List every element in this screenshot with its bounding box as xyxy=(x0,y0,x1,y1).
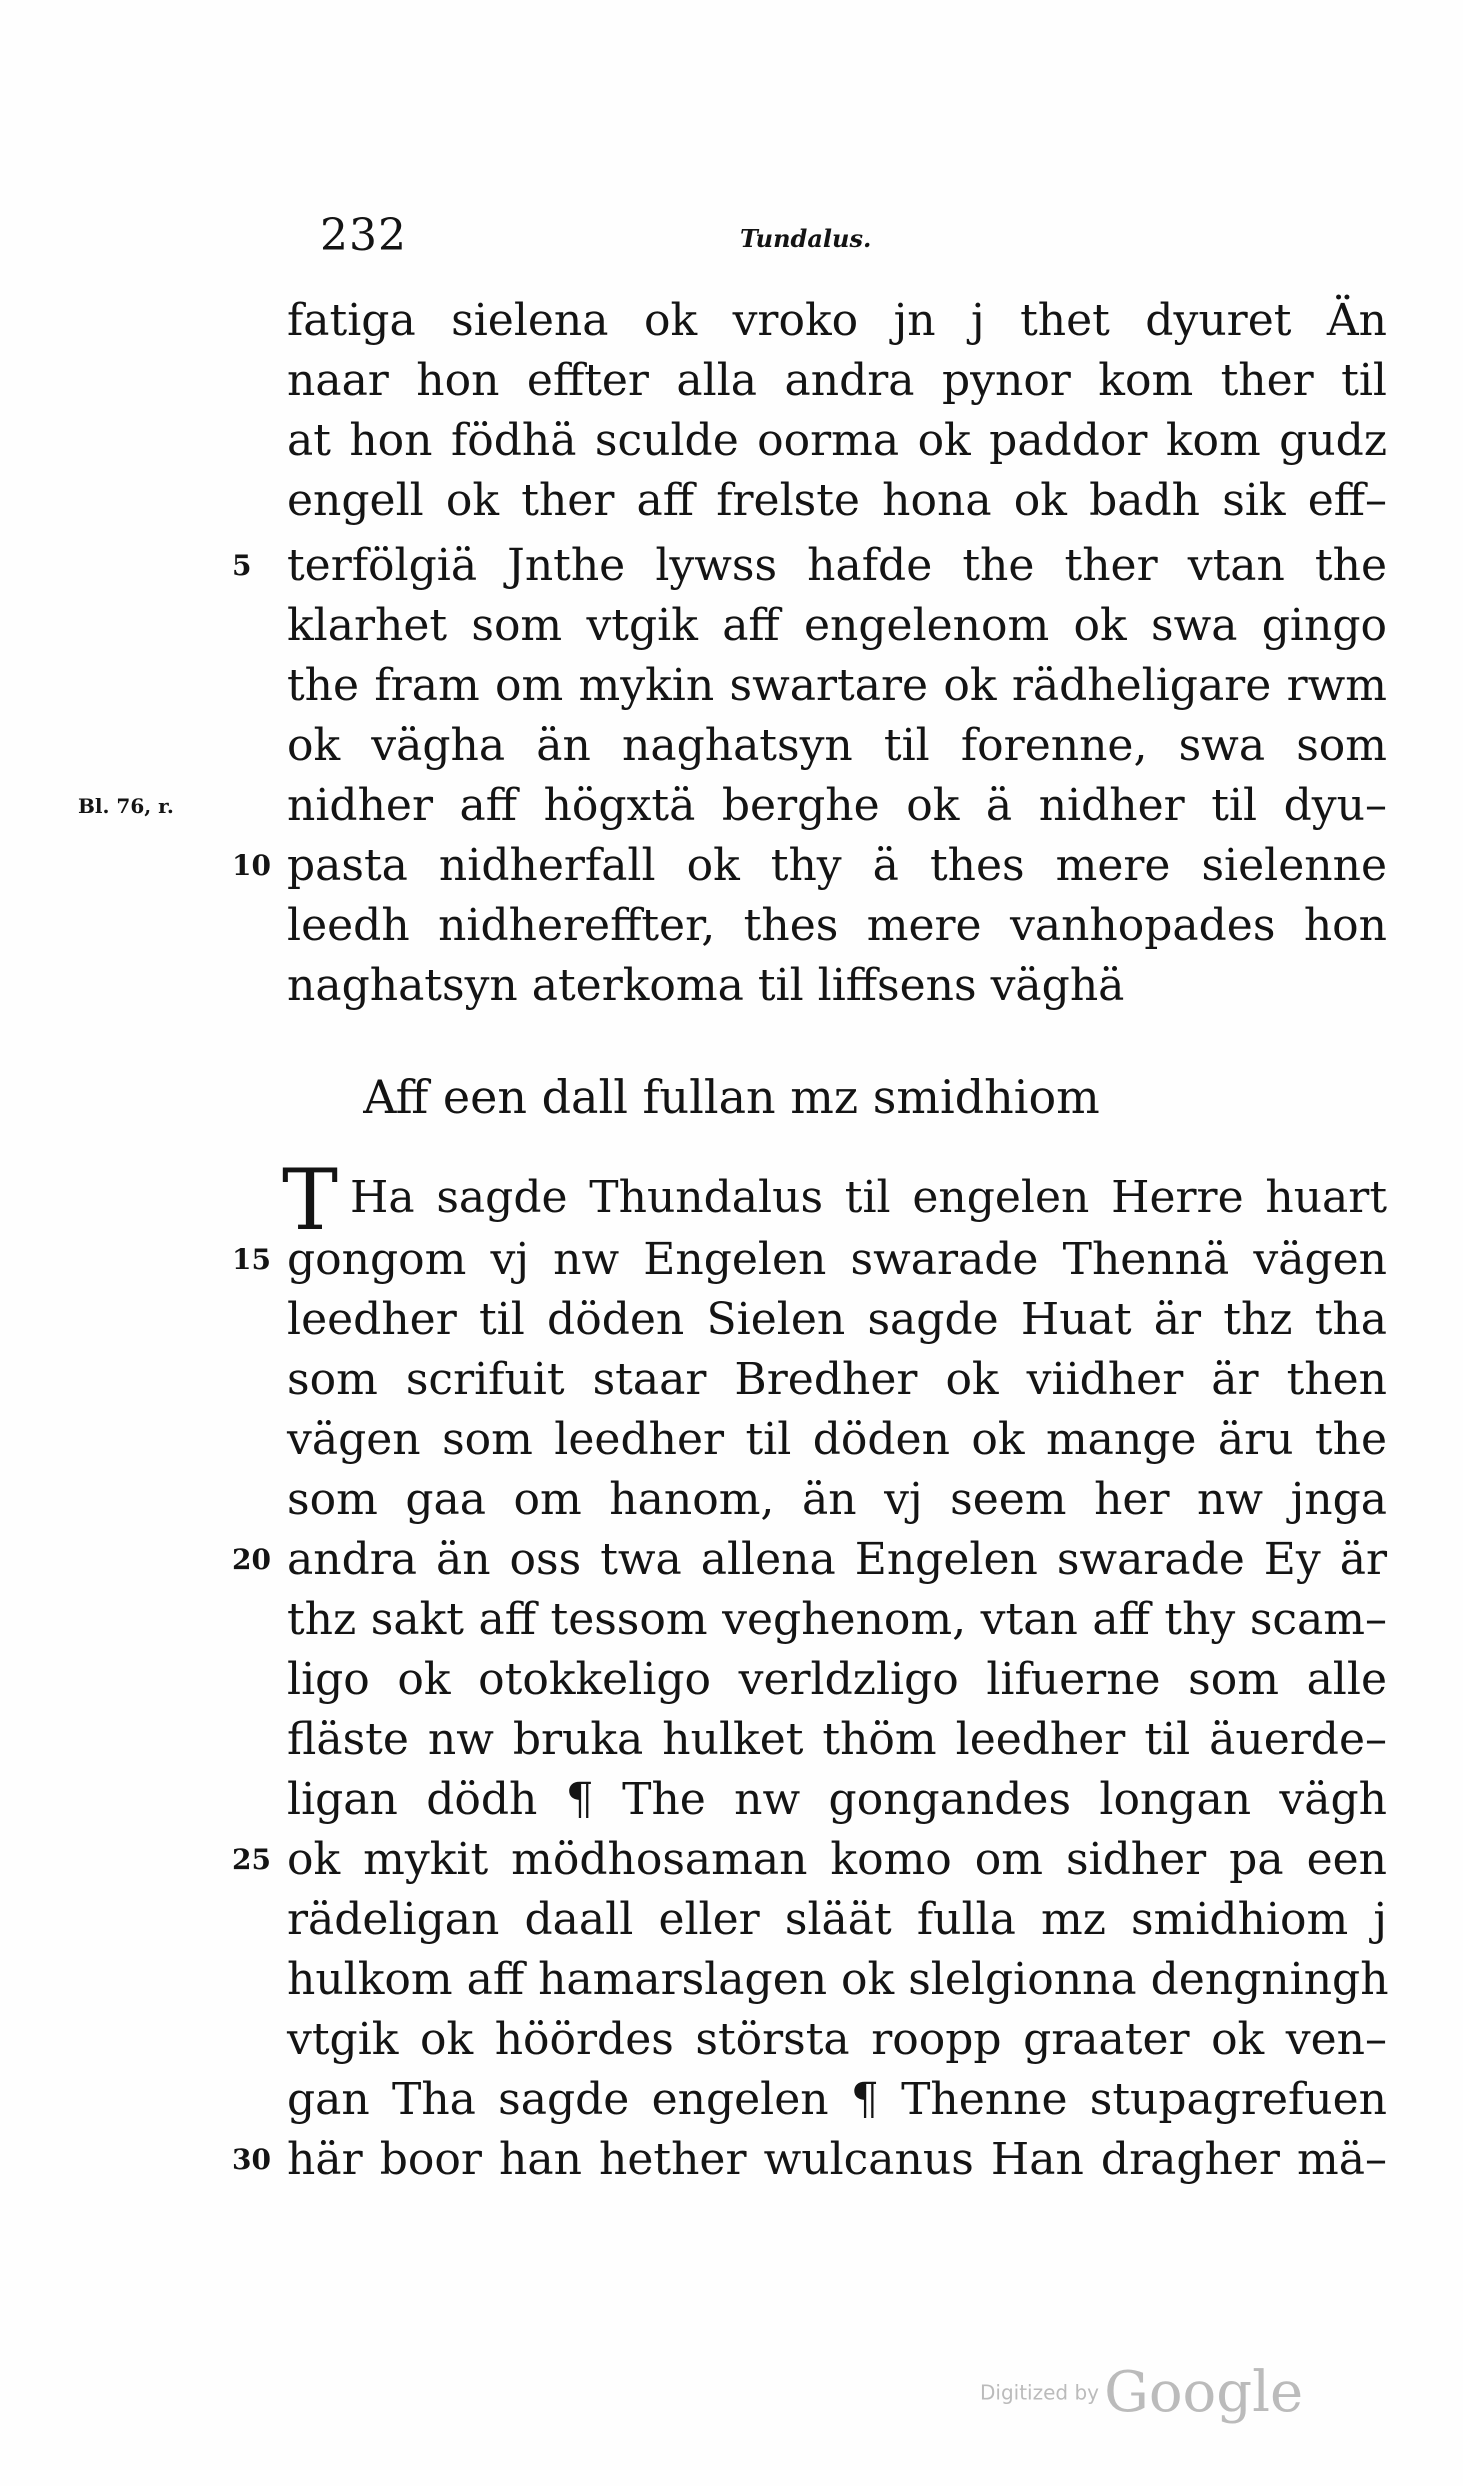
text-line: the fram om mykin swartare ok rädheligare rwm xyxy=(287,660,1387,711)
text-line: thz sakt aff tessom veghenom, vtan aff thy scam– xyxy=(287,1594,1387,1645)
line-number: 5 xyxy=(232,549,252,582)
text-line: terfölgiä Jnthe lywss hafde the ther vtan the xyxy=(287,540,1387,591)
text-line: ok vägha än naghatsyn til forenne, swa som xyxy=(287,720,1387,771)
text-line: pasta nidherfall ok thy ä thes mere sielenne xyxy=(287,840,1387,891)
text-line: hulkom aff hamarslagen ok slelgionna dengningh xyxy=(287,1954,1389,2005)
text-line: rädeligan daall eller släät fulla mz smidhiom j xyxy=(287,1894,1387,1945)
text-line: gan Tha sagde engelen ¶ Thenne stupagrefuen xyxy=(287,2074,1387,2125)
marginal-note: Bl. 76, r. xyxy=(78,794,174,818)
line-number: 10 xyxy=(232,849,271,882)
text-line: ok mykit mödhosaman komo om sidher pa een xyxy=(287,1834,1387,1885)
text-line: fatiga sielena ok vroko jn j thet dyuret Än xyxy=(287,295,1387,346)
text-line: fläste nw bruka hulket thöm leedher til äuerde– xyxy=(287,1714,1387,1765)
text-line: naghatsyn aterkoma til liffsens väghä xyxy=(287,960,1125,1011)
text-line: nidher aff högxtä berghe ok ä nidher til dyu– xyxy=(287,780,1387,831)
text-line: klarhet som vtgik aff engelenom ok swa gingo xyxy=(287,600,1387,651)
text-line: ligan dödh ¶ The nw gongandes longan vägh xyxy=(287,1774,1387,1825)
text-line: ligo ok otokkeligo verldzligo lifuerne som alle xyxy=(287,1654,1387,1705)
text-line: som scrifuit staar Bredher ok viidher är then xyxy=(287,1354,1387,1405)
page-header xyxy=(300,210,1390,270)
text-line: naar hon effter alla andra pynor kom ther til xyxy=(287,355,1387,406)
page-number: 232 xyxy=(320,210,407,261)
text-line: vtgik ok höördes största roopp graater ok ven– xyxy=(287,2014,1387,2065)
text-line: at hon födhä sculde oorma ok paddor kom gudz xyxy=(287,415,1387,466)
line-number: 20 xyxy=(232,1543,271,1576)
text-line: som gaa om hanom, än vj seem her nw jnga xyxy=(287,1474,1387,1525)
line-number: 25 xyxy=(232,1843,271,1876)
running-head: Tundalus. xyxy=(740,224,872,253)
text-line: leedh nidhereffter, thes mere vanhopades hon xyxy=(287,900,1387,951)
watermark-prefix: Digitized by xyxy=(980,2380,1099,2405)
section-heading: Aff een dall fullan mz smidhiom xyxy=(363,1070,1100,1124)
text-line: gongom vj nw Engelen swarade Thennä vägen xyxy=(287,1234,1387,1285)
initial-letter: T xyxy=(282,1151,339,1249)
text-line: leedher til döden Sielen sagde Huat är thz tha xyxy=(287,1294,1387,1345)
text-line: andra än oss twa allena Engelen swarade Ey är xyxy=(287,1534,1387,1585)
digitized-watermark xyxy=(980,2360,1303,2425)
text-line: Ha sagde Thundalus til engelen Herre huart xyxy=(350,1172,1387,1223)
text-line: här boor han hether wulcanus Han dragher mä– xyxy=(287,2134,1387,2185)
line-number: 15 xyxy=(232,1243,271,1276)
line-number: 30 xyxy=(232,2143,271,2176)
text-line: engell ok ther aff frelste hona ok badh sik eff– xyxy=(287,475,1387,526)
google-logo: Google xyxy=(1104,2360,1304,2425)
text-line: vägen som leedher til döden ok mange äru the xyxy=(287,1414,1387,1465)
